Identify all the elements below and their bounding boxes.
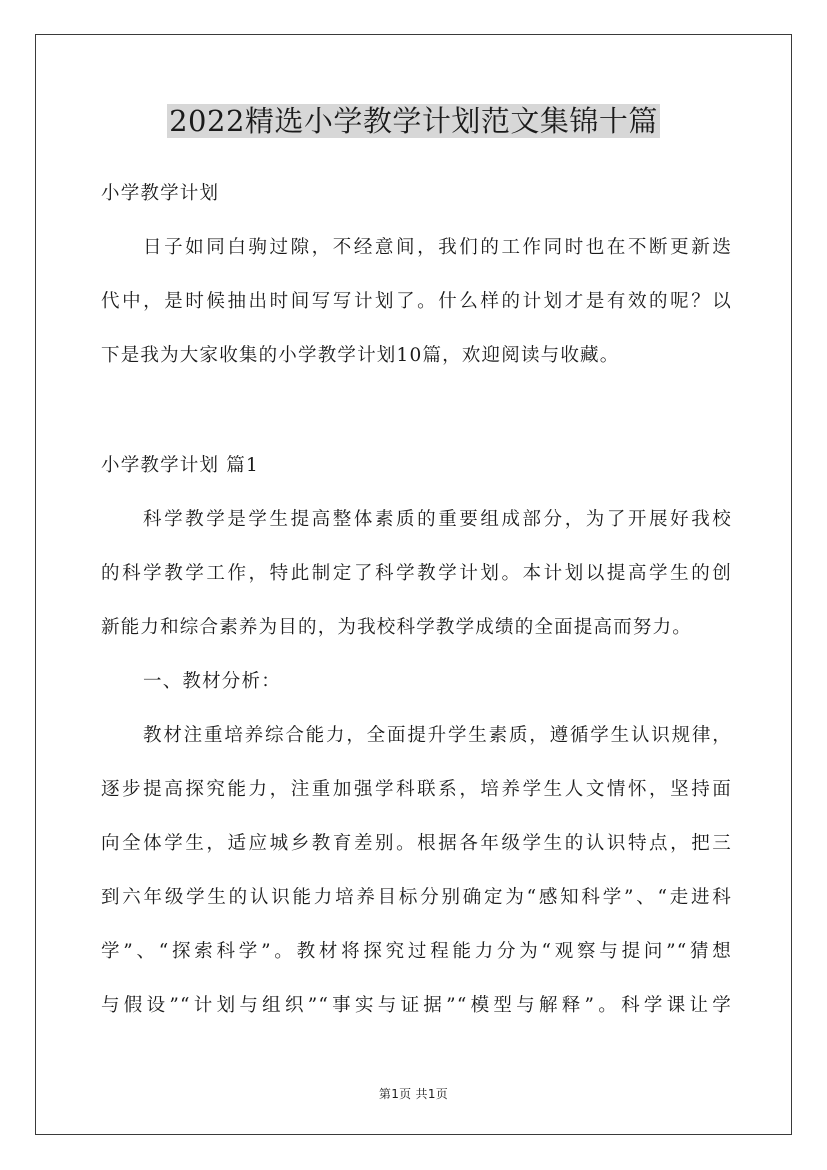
- body-line-6: 与假设”“计划与组织”“事实与证据”“模型与解释”。科学课让学: [101, 995, 732, 1016]
- section-line-3: 新能力和综合素养为目的，为我校科学教学成绩的全面提高而努力。: [101, 617, 693, 638]
- body-line-4: 到六年级学生的认识能力培养目标分别确定为“感知科学”、“走进科: [101, 887, 732, 908]
- section-line-1: 科学教学是学生提高整体素质的重要组成部分，为了开展好我校: [143, 509, 732, 530]
- intro-heading: 小学教学计划: [101, 183, 220, 204]
- document-title: [0, 101, 827, 141]
- body-line-5: 学”、“探索科学”。教材将探究过程能力分为“观察与提问”“猜想: [101, 941, 732, 962]
- body-line-2: 逐步提高探究能力，注重加强学科联系，培养学生人文情怀，坚持面: [101, 779, 732, 800]
- subheading: 一、教材分析：: [143, 671, 281, 692]
- section-heading: 小学教学计划 篇1: [101, 455, 259, 476]
- body-line-1: 教材注重培养综合能力，全面提升学生素质，遵循学生认识规律，: [143, 725, 732, 746]
- intro-line-2: 代中，是时候抽出时间写写计划了。什么样的计划才是有效的呢？以: [101, 291, 732, 312]
- document-title-text: 2022精选小学教学计划范文集锦十篇: [169, 104, 658, 138]
- intro-line-3: 下是我为大家收集的小学教学计划10篇，欢迎阅读与收藏。: [101, 345, 620, 366]
- intro-line-1: 日子如同白驹过隙，不经意间，我们的工作同时也在不断更新迭: [143, 237, 732, 258]
- section-line-2: 的科学教学工作，特此制定了科学教学计划。本计划以提高学生的创: [101, 563, 732, 584]
- page-footer: 第1页 共1页: [378, 1087, 449, 1101]
- body-line-3: 向全体学生，适应城乡教育差别。根据各年级学生的认识特点，把三: [101, 833, 732, 854]
